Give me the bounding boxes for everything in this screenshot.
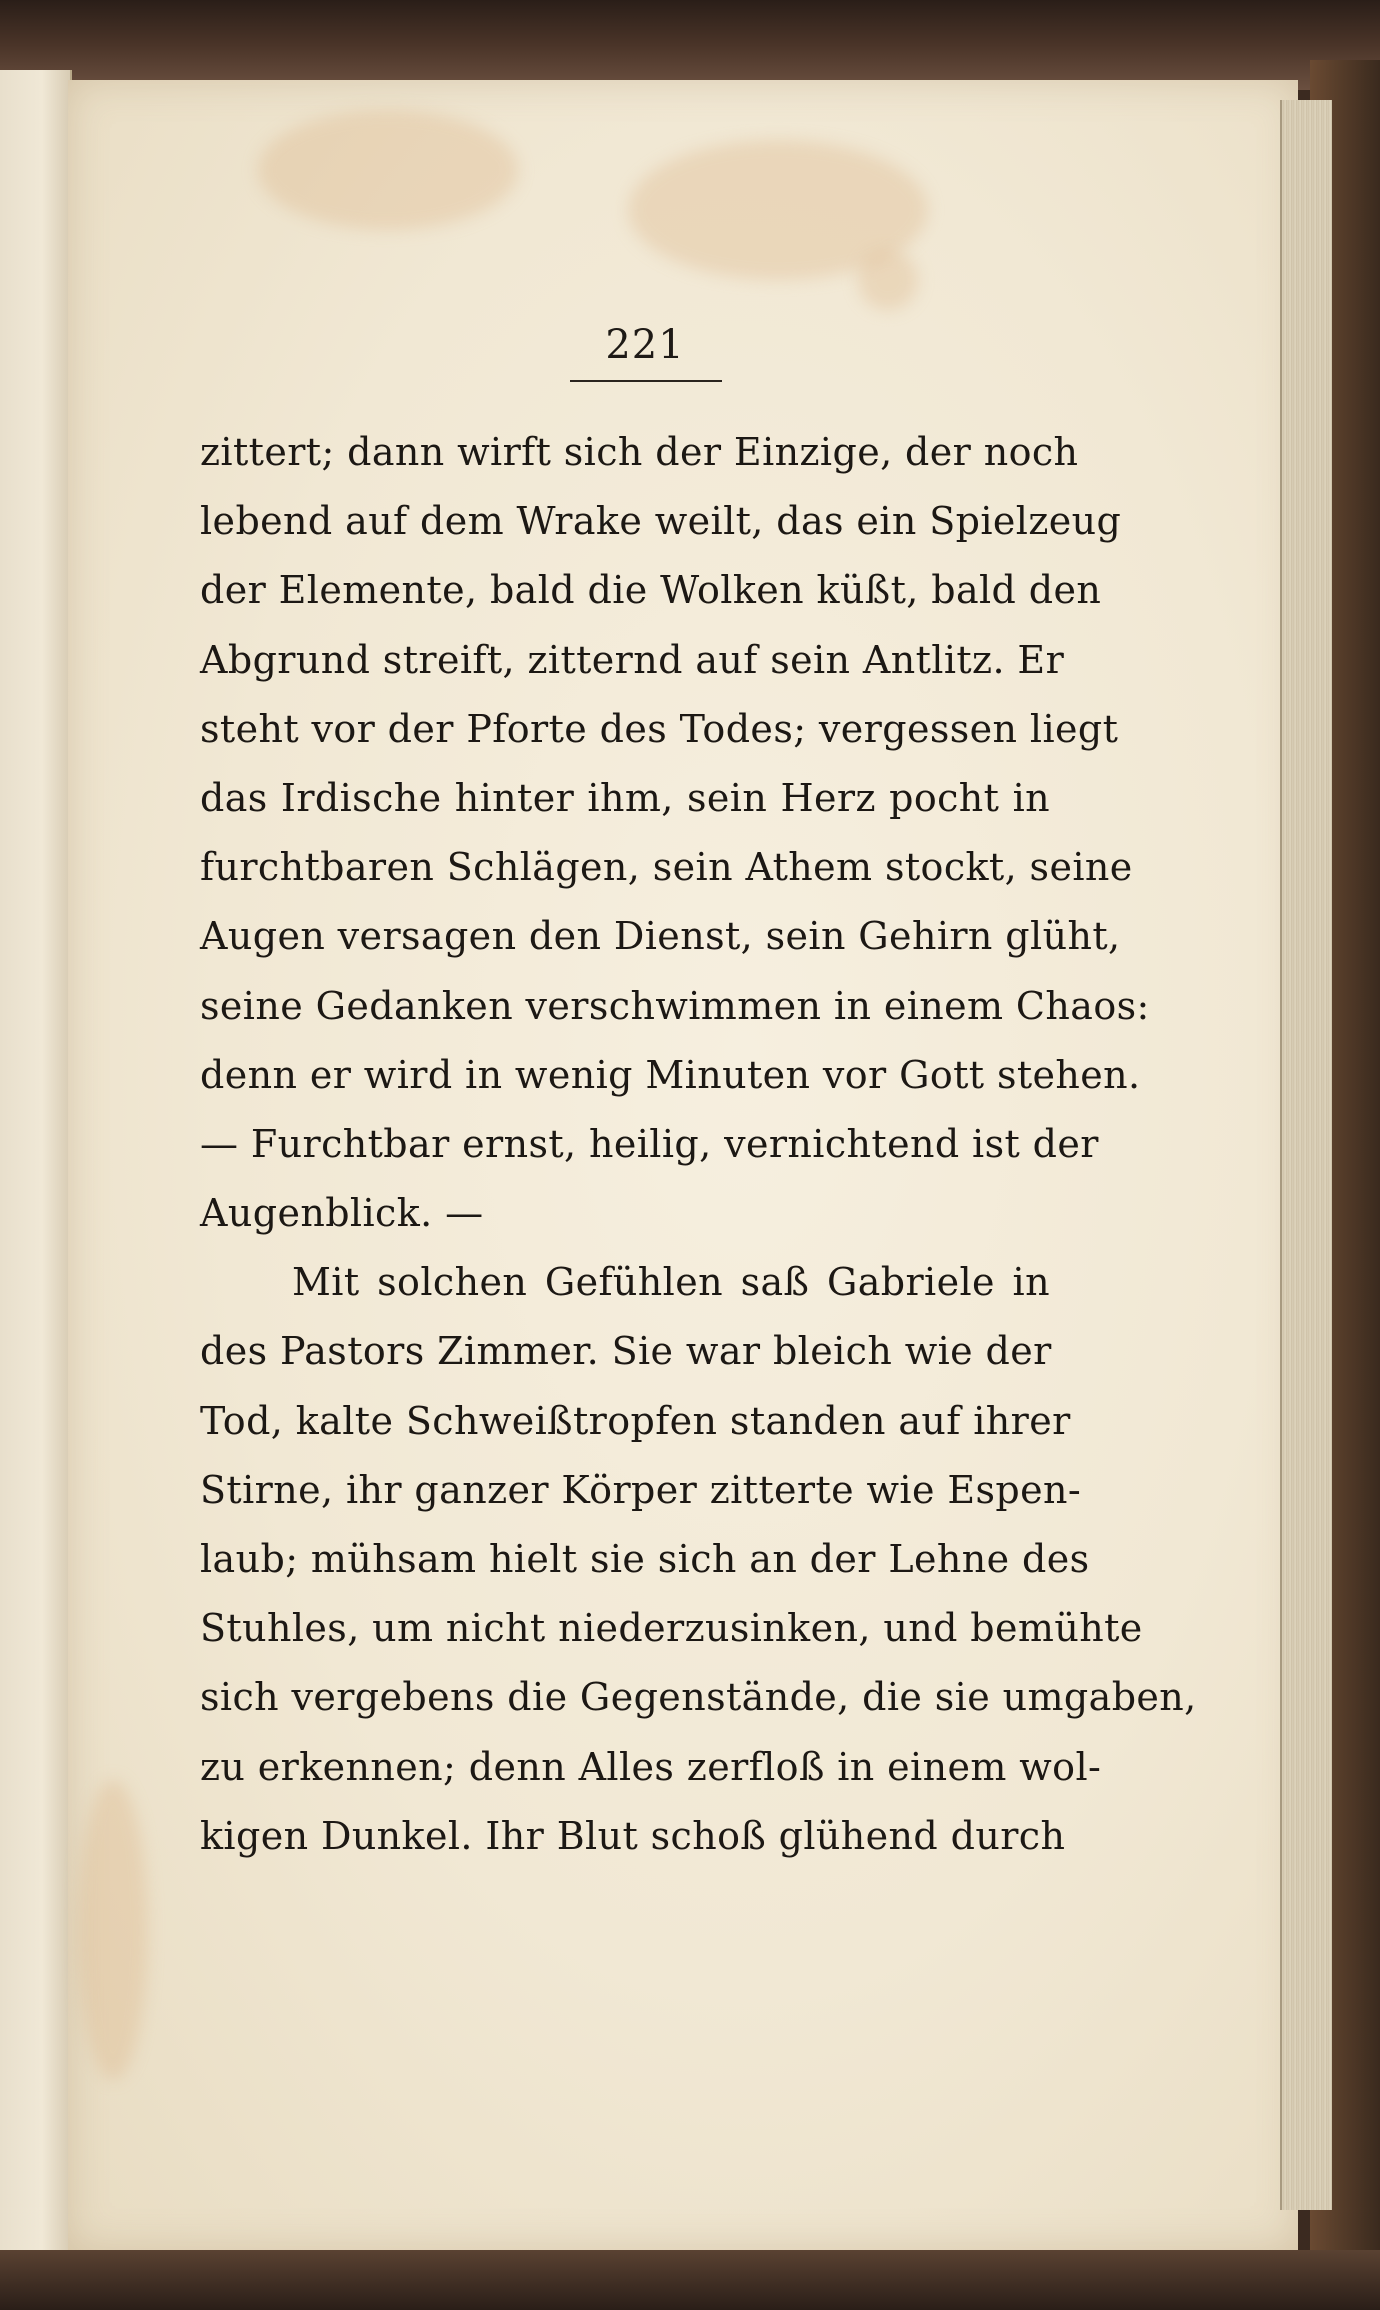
body-text	[200, 418, 1197, 1871]
book-top-edge	[0, 0, 1380, 90]
text-line: steht vor der Pforte des Todes; vergessen liegt	[200, 706, 1119, 751]
text-line: — Furchtbar ernst, heilig, vernichtend ist der	[200, 1121, 1099, 1166]
paper-stain	[858, 250, 918, 310]
text-line: zu erkennen; denn Alles zerfloß in einem wol-	[200, 1744, 1102, 1789]
text-line: lebend auf dem Wrake weilt, das ein Spielzeug	[200, 499, 1122, 544]
paper-stain	[78, 1780, 148, 2080]
page-number: 221	[605, 322, 685, 368]
text-line: Tod, kalte Schweißtropfen standen auf ihrer	[200, 1398, 1071, 1443]
text-line: Stirne, ihr ganzer Körper zitterte wie Espen-	[200, 1467, 1082, 1512]
text-line: Augen versagen den Dienst, sein Gehirn glüht,	[200, 914, 1121, 959]
text-line: furchtbaren Schlägen, sein Athem stockt, seine	[200, 845, 1133, 890]
text-line: das Irdische hinter ihm, sein Herz pocht in	[200, 775, 1050, 820]
text-line: seine Gedanken verschwimmen in einem Chaos:	[200, 983, 1150, 1028]
text-line: kigen Dunkel. Ihr Blut schoß glühend durch	[200, 1813, 1066, 1858]
book-bottom-edge	[0, 2250, 1380, 2310]
text-line: Mit solchen Gefühlen saß Gabriele in	[292, 1260, 1050, 1305]
text-line: Augenblick. —	[200, 1191, 484, 1236]
text-line: zittert; dann wirft sich der Einzige, der noch	[200, 430, 1079, 474]
text-line: denn er wird in wenig Minuten vor Gott stehen.	[200, 1052, 1141, 1097]
text-line: laub; mühsam hielt sie sich an der Lehne des	[200, 1537, 1090, 1581]
paper-stain	[258, 110, 518, 230]
text-line: sich vergebens die Gegenstände, die sie umgaben,	[200, 1675, 1197, 1720]
header-rule	[570, 380, 722, 382]
page-block-edges	[1280, 100, 1332, 2210]
text-line: Abgrund streift, zitternd auf sein Antlitz. Er	[200, 637, 1065, 682]
text-line: Stuhles, um nicht niederzusinken, und bemühte	[200, 1606, 1143, 1651]
text-line: der Elemente, bald die Wolken küßt, bald den	[200, 568, 1102, 613]
text-line: des Pastors Zimmer. Sie war bleich wie der	[200, 1329, 1052, 1374]
facing-page-edge	[0, 70, 72, 2260]
